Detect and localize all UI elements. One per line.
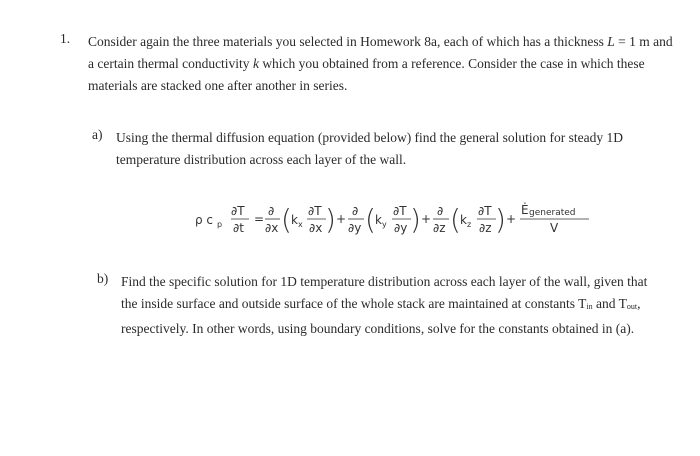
z-open-paren: (	[450, 203, 461, 236]
part-b-text	[121, 271, 666, 340]
t-in-sub: in	[586, 302, 593, 311]
conductivity-symbol: k	[252, 56, 259, 71]
y-dT-den: ∂y	[394, 221, 408, 235]
plus-3: +	[506, 212, 517, 226]
kz-sub: z	[467, 220, 472, 229]
y-close-paren: )	[410, 203, 421, 236]
part-b-text-part2: and T	[592, 296, 627, 311]
part-b-text-part1: Find the specific solution for 1D temperature distribution across each layer of the wall, given that the inside surface and outside surface of the whole stack are maintained at constants T	[121, 274, 648, 311]
z-d-num: ∂	[437, 204, 444, 218]
z-close-paren: )	[495, 203, 506, 236]
part-a-label: a)	[92, 127, 103, 142]
lhs-coefficient-sub: p	[217, 220, 223, 229]
x-dT-num: ∂T	[308, 204, 322, 218]
x-d-den: ∂x	[265, 221, 279, 235]
thermal-diffusion-equation	[195, 194, 615, 246]
lhs-coefficient: ρ c	[195, 213, 214, 227]
question-text-part2: = 1 m and a certain thermal conductivity	[88, 34, 673, 71]
y-dT-num: ∂T	[393, 204, 407, 218]
x-dT-den: ∂x	[309, 221, 323, 235]
gen-num-sub: generated	[529, 208, 576, 218]
lhs-num: ∂T	[231, 204, 245, 218]
plus-2: +	[421, 212, 432, 226]
gen-num: Ė	[521, 203, 529, 217]
part-b-label: b)	[97, 271, 109, 286]
gen-den: V	[550, 221, 559, 235]
kx-sub: x	[298, 220, 303, 229]
y-d-num: ∂	[352, 204, 359, 218]
ky-symbol: k	[375, 213, 382, 227]
plus-1: +	[336, 212, 347, 226]
x-close-paren: )	[325, 203, 336, 236]
z-dT-den: ∂z	[479, 221, 492, 235]
question-number: 1.	[60, 31, 71, 46]
part-a-text: Using the thermal diffusion equation (provided below) find the general solution for steady 1D temperature distribution across each layer of the wall.	[116, 130, 624, 167]
kz-symbol: k	[460, 213, 467, 227]
x-open-paren: (	[281, 203, 292, 236]
equals-sign: =	[254, 212, 265, 226]
thickness-symbol: L	[607, 34, 615, 49]
question-text-part1: Consider again the three materials you selected in Homework 8a, each of which has a thickness	[88, 34, 608, 49]
ky-sub: y	[382, 220, 387, 229]
part-b-text-part3: , respectively. In other words, using boundary conditions, solve for the constants obtained in (a).	[121, 296, 641, 336]
y-d-den: ∂y	[348, 221, 362, 235]
t-out-sub: out	[626, 302, 638, 311]
lhs-den: ∂t	[233, 221, 244, 235]
equation-svg	[195, 194, 615, 246]
question-text	[88, 31, 678, 97]
z-d-den: ∂z	[433, 221, 446, 235]
kx-symbol: k	[291, 213, 298, 227]
z-dT-num: ∂T	[478, 204, 492, 218]
y-open-paren: (	[365, 203, 376, 236]
question-text-part3: which you obtained from a reference. Consider the case in which these materials are stacked one after another in series.	[88, 56, 645, 93]
x-d-num: ∂	[268, 204, 275, 218]
